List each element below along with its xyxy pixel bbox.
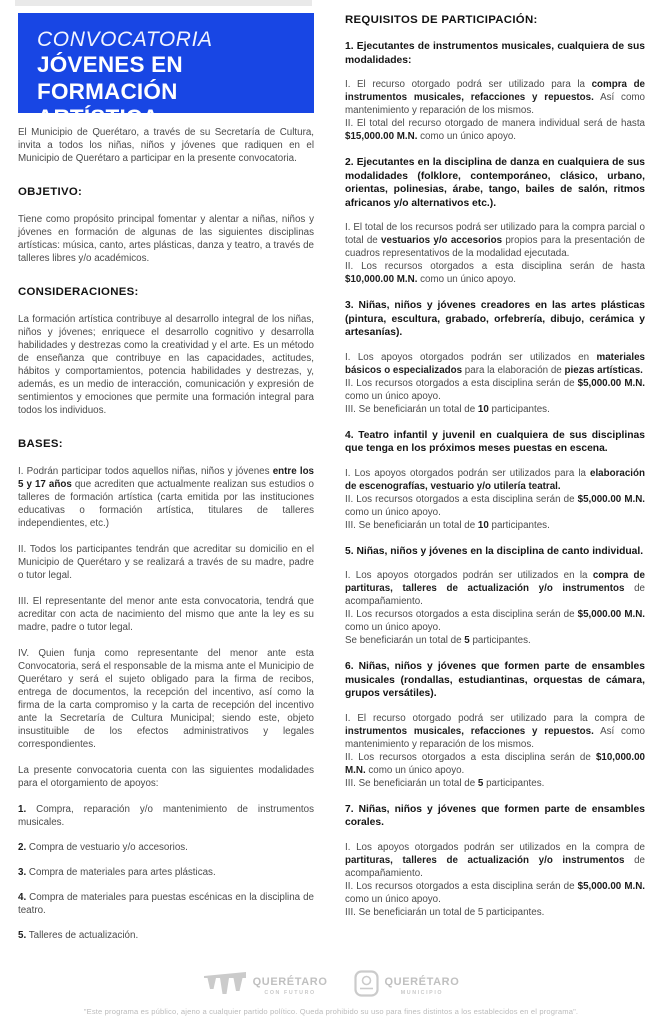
aqueduct-icon bbox=[203, 972, 247, 1000]
requisito-line: II. Los recursos otorgados a esta disciplina serán de $5,000.00 M.N. como un único apoyo. bbox=[345, 609, 645, 633]
requisito-item-4 bbox=[345, 429, 645, 532]
requisito-line: II. El total del recurso otorgado de manera individual será de hasta $15,000.00 M.N. como un único apoyo. bbox=[345, 118, 645, 142]
bases-paragraph-1: I. Podrán participar todos aquellos niñas, niños y jóvenes entre los 5 y 17 años que acrediten que actualmente realizan sus estudios o talleres de formación artística (carta emitida por las instituciones educativas o formación artística, titulares de talleres independientes, etc.) bbox=[18, 466, 315, 529]
left-column bbox=[18, 13, 314, 954]
requisito-line: II. Los recursos otorgados a esta disciplina serán de $5,000.00 M.N. como un único apoyo. bbox=[345, 880, 645, 905]
requisito-line: I. Los apoyos otorgados podrán ser utilizados para la elaboración de escenografías, vestuario y/o utilería teatral. bbox=[345, 467, 645, 492]
logo-tagline: CON FUTURO bbox=[264, 989, 316, 996]
section-heading-consideraciones: CONSIDERACIONES: bbox=[18, 286, 139, 298]
requisito-item-5 bbox=[345, 545, 645, 648]
requisito-line: III. Se beneficiarán un total de 10 participantes. bbox=[345, 403, 550, 415]
shield-icon bbox=[354, 970, 379, 1002]
bases-paragraph-4: IV. Quien funja como representante del menor ante esta Convocatoria, será el responsable de la misma ante el Municipio de Querétaro y será el sujeto obligado para la firma de recibos, entrega de documentos, la recepción del incentivo, así como la firma de la carta compromiso y la carta de recepción del incentivo ante la Secretaría de Cultura Municipal; siendo este, objeto insustituible de los efectos administrativos y legales correspondientes. bbox=[18, 648, 314, 750]
footer bbox=[0, 964, 662, 1024]
requisito-title: 5. Niñas, niños y jóvenes en la disciplina de canto individual. bbox=[345, 545, 644, 557]
requisito-title: 1. Ejecutantes de instrumentos musicales, cualquiera de sus modalidades: bbox=[345, 41, 645, 66]
modalidad-item-2: 2. Compra de vestuario y/o accesorios. bbox=[18, 842, 188, 853]
requisito-body bbox=[345, 78, 645, 143]
requisito-title: 2. Ejecutantes en la disciplina de danza en cualquiera de sus modalidades (folklore, contemporáneo, clásico, urbano, orientas, polinesias, árabe, tango, bailes de salón, ritmos africanos y/o alternativos etc.). bbox=[345, 157, 645, 209]
requisito-title: 3. Niñas, niños y jóvenes creadores en las artes plásticas (pintura, escultura, grabado, orfebrería, dibujo, cerámica y artesanías). bbox=[345, 300, 645, 338]
logo-name: QUERÉTARO bbox=[252, 975, 328, 988]
section-heading-objetivo: OBJETIVO: bbox=[18, 186, 83, 198]
modalidad-item-3: 3. Compra de materiales para artes plásticas. bbox=[18, 867, 216, 878]
requisito-line: I. Los apoyos otorgados podrán ser utilizados en la compra de partituras, talleres de actualización y/o instrumentos de acompañamiento. bbox=[345, 841, 645, 879]
requisito-line: II. Los recursos otorgados a esta disciplina serán de $5,000.00 M.N. como un único apoyo. bbox=[345, 377, 645, 402]
modalidad-item-4: 4. Compra de materiales para puestas escénicas en la disciplina de teatro. bbox=[18, 892, 314, 916]
hero-banner bbox=[18, 13, 314, 130]
modalidades-intro-paragraph: La presente convocatoria cuenta con las siguientes modalidades para el otorgamiento de apoyos: bbox=[18, 765, 314, 789]
requisito-line: III. Se beneficiarán un total de 10 participantes. bbox=[345, 519, 550, 531]
requisito-line: III. Se beneficiarán un total de 5 participantes. bbox=[345, 906, 545, 918]
bases-paragraph-3: III. El representante del menor ante esta convocatoria, tendrá que acreditar con acta de nacimiento del mismo que ante la ley es su madre, padre o tutor legal. bbox=[18, 596, 314, 633]
section-heading-requisitos: REQUISITOS DE PARTICIPACIÓN: bbox=[345, 14, 538, 26]
requisito-item-1 bbox=[345, 40, 645, 143]
right-column bbox=[345, 13, 645, 954]
requisito-line: II. Los recursos otorgados a esta disciplina serán de $10,000.00 M.N. como un único apoyo. bbox=[345, 751, 645, 776]
requisito-body bbox=[345, 467, 645, 532]
footer-logos bbox=[0, 970, 662, 1002]
requisito-body bbox=[345, 351, 645, 416]
requisito-item-3 bbox=[345, 299, 645, 416]
requisito-item-2 bbox=[345, 156, 645, 286]
modalidad-item-1: 1. Compra, reparación y/o mantenimiento de instrumentos musicales. bbox=[18, 804, 314, 828]
requisito-line: I. Los apoyos otorgados podrán ser utilizados en la compra de partituras, talleres de actualización y/o instrumentos de acompañamiento. bbox=[345, 570, 645, 607]
hero-title-line2: FORMACIÓN ARTÍSTICA bbox=[37, 78, 178, 130]
logo-name: QUERÉTARO bbox=[384, 975, 460, 988]
intro-paragraph: El Municipio de Querétaro, a través de su Secretaría de Cultura, invita a todos los niñas, niños y jóvenes que radiquen en el Municipio de Querétaro a participar en la presente convocatoria. bbox=[18, 127, 314, 164]
section-heading-bases: BASES: bbox=[18, 438, 63, 450]
bases-paragraph-2: II. Todos los participantes tendrán que acreditar su domicilio en el Municipio de Querétaro y se realizará a través de su madre, padre o tutor legal. bbox=[18, 544, 314, 581]
requisito-item-7 bbox=[345, 803, 645, 919]
logo-text bbox=[253, 977, 328, 996]
requisito-line: III. Se beneficiarán un total de 5 participantes. bbox=[345, 777, 545, 789]
program-disclaimer: "Este programa es público, ajeno a cualquier partido político. Queda prohibido su uso para fines distintos a los establecidos en el programa". bbox=[83, 1007, 579, 1016]
objetivo-paragraph: Tiene como propósito principal fomentar y alentar a niñas, niños y jóvenes en formación de algunas de las siguientes disciplinas artísticas: música, canto, artes plásticas, danza y teatro, a través de talleres libres y/o académicos. bbox=[18, 214, 314, 264]
requisito-line: II. Los recursos otorgados a esta disciplina serán de $5,000.00 M.N. como un único apoyo. bbox=[345, 493, 645, 518]
queretaro-con-futuro-logo bbox=[203, 972, 328, 1000]
consideraciones-paragraph: La formación artística contribuye al desarrollo integral de los niñas, niños y jóvenes; enriquece el desarrollo cognitivo y desarrolla habilidades y destrezas como la creatividad y el arte. Es un método de enseñanza que contribuye en las capacidades, actitudes, hábitos y comportamientos, potencia habilidades y destrezas, y, además, es un medio de interacción, comunicación y expresión de sentimientos y emociones que permite una formación integral para todos los individuos. bbox=[18, 314, 314, 416]
modalidad-item-5: 5. Talleres de actualización. bbox=[18, 930, 139, 941]
requisito-title: 7. Niñas, niños y jóvenes que formen parte de ensambles corales. bbox=[345, 803, 645, 828]
requisito-body bbox=[345, 712, 645, 790]
requisito-line: I. El recurso otorgado podrá ser utilizado para la compra de instrumentos musicales, refacciones y repuestos. Así como mantenimiento y reparación de los mismos. bbox=[345, 79, 646, 116]
requisito-title: 4. Teatro infantil y juvenil en cualquiera de sus disciplinas que tenga en los próximos meses puestas en escena. bbox=[345, 429, 645, 454]
requisito-body bbox=[345, 841, 645, 919]
requisito-body bbox=[345, 569, 645, 647]
queretaro-municipio-logo bbox=[354, 970, 460, 1002]
hero-kicker: CONVOCATORIA bbox=[37, 28, 213, 51]
requisito-line: Se beneficiarán un total de 5 participantes. bbox=[345, 635, 531, 646]
top-edge-strip bbox=[15, 0, 312, 6]
requisito-line: II. Los recursos otorgados a esta disciplina serán de hasta $10,000.00 M.N. como un único apoyo. bbox=[345, 261, 645, 285]
requisito-body bbox=[345, 221, 645, 286]
logo-tagline: MUNICIPIO bbox=[400, 989, 444, 996]
requisito-item-6 bbox=[345, 660, 645, 790]
logo-text bbox=[385, 977, 460, 996]
requisito-line: I. Los apoyos otorgados podrán ser utilizados en materiales básicos o especializados para la elaboración de piezas artísticas. bbox=[345, 351, 645, 376]
requisito-title: 6. Niñas, niños y jóvenes que formen parte de ensambles musicales (rondallas, estudiantinas, orquestas de cámara, grupos versátiles). bbox=[345, 661, 645, 699]
requisito-line: I. El recurso otorgado podrá ser utilizado para la compra de instrumentos musicales, refacciones y repuestos. Así como mantenimiento y reparación de los mismos. bbox=[345, 712, 646, 750]
requisito-line: I. El total de los recursos podrá ser utilizado para la compra parcial o total de vestuarios y/o accesorios propios para la presentación de cuadros representativos de la modalidad ejecutada. bbox=[345, 222, 645, 259]
hero-title-line1: JÓVENES EN bbox=[37, 52, 183, 77]
